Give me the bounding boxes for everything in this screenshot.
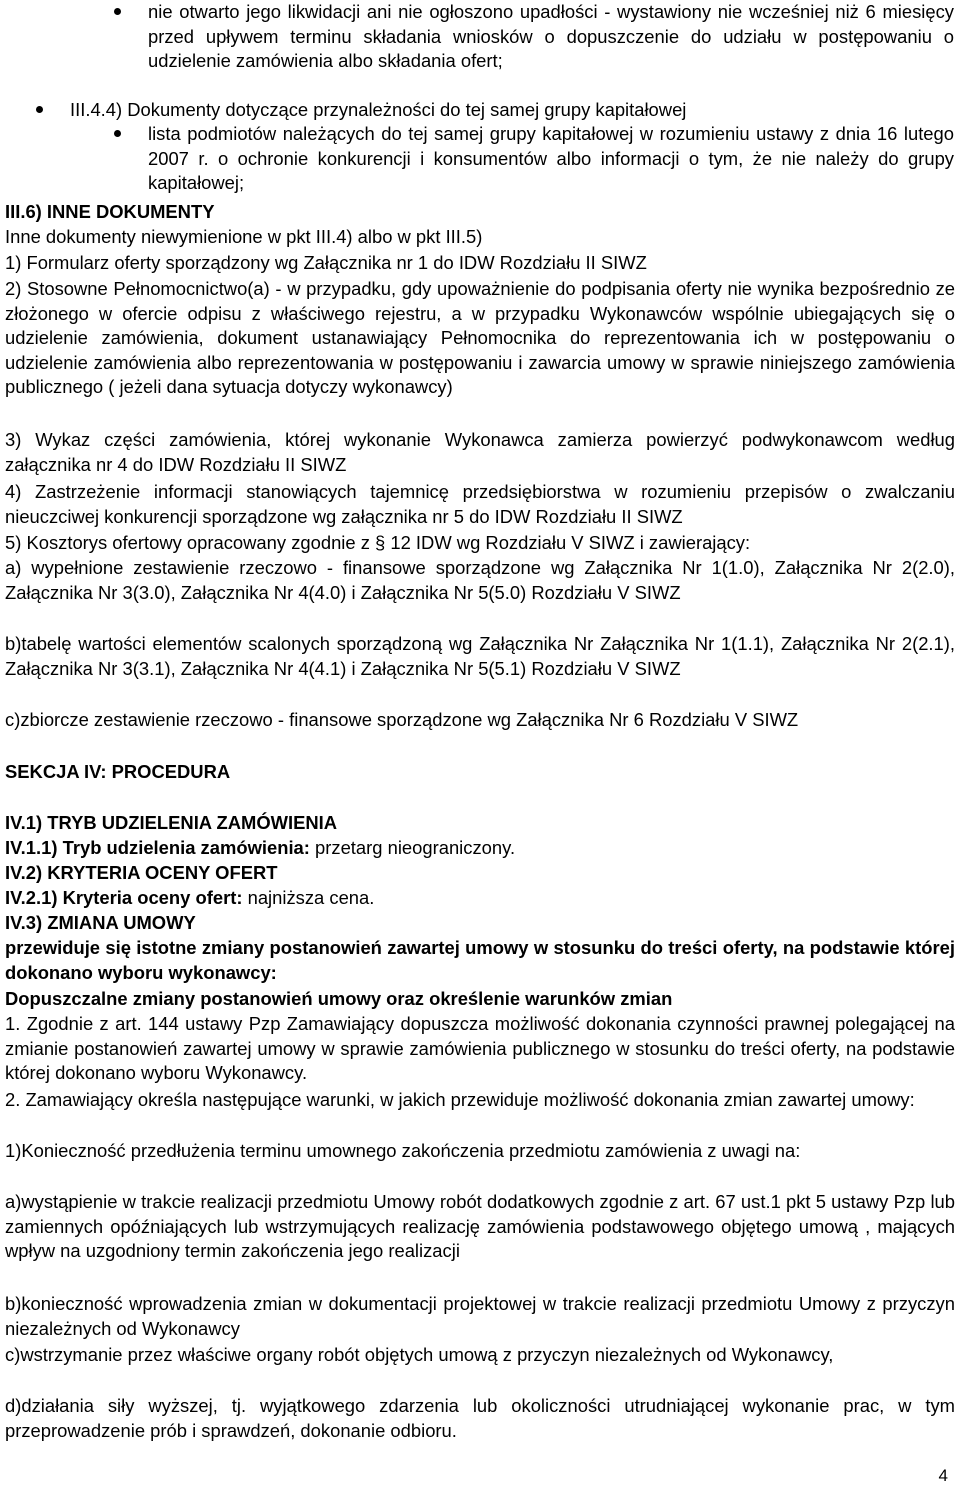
doc-item-1: 1) Formularz oferty sporządzony wg Załącznika nr 1 do IDW Rozdziału II SIWZ [5, 252, 647, 273]
doc-item-5c: c)zbiorcze zestawienie rzeczowo - finansowe sporządzone wg Załącznika Nr 6 Rozdziału V SIWZ [5, 709, 799, 730]
condition-1: 1. Zgodnie z art. 144 ustawy Pzp Zamawiający dopuszcza możliwość dokonania czynności prawnej polegającej na zmianie postanowień zawartej umowy w sprawie zamówienia publicznego w stosunku do treści oferty, na podstawie której dokonano wyboru Wykonawcy. [5, 1013, 955, 1083]
condition-2-1: 1)Konieczność przedłużenia terminu umownego zakończenia przedmiotu zamówienia z uwagi na: [5, 1140, 801, 1161]
tryb-value: przetarg nieograniczony. [309, 837, 516, 858]
doc-item-2: 2) Stosowne Pełnomocnictwo(a) - w przypadku, gdy upoważnienie do podpisania oferty nie wynika bezpośrednio ze złożonego w ofercie odpisu z właściwego rejestru, a w przypadku Wykonawców wspólnie ubiegających się o udzielenie zamówienia, dokument ustanawiający Pełnomocnika do reprezentowania ich w postępowaniu o udzielenie zamówienia albo reprezentowania w postępowaniu i zawarcia umowy w sprawie niniejszego zamówienia publicznego ( jeżeli dana sytuacja dotyczy wykonawcy) [5, 278, 955, 397]
doc-item-5a: a) wypełnione zestawienie rzeczowo - finansowe sporządzone wg Załącznika Nr 1(1.0), Załącznika Nr 2(2.0), Załącznika Nr 3(3.0), Załącznika Nr 4(4.0) i Załącznika Nr 5(5.0) Rozdziału V SIWZ [5, 557, 955, 603]
page-number: 4 [938, 1465, 948, 1485]
condition-2-1a: a)wystąpienie w trakcie realizacji przedmiotu Umowy robót dodatkowych zgodnie z art. 67 ust.1 pkt 5 ustawy Pzp lub zamiennych opóźniających lub wstrzymujących realizację zamówienia podstawowego objętego umową , mających wpływ na uzgodniony termin zakończenia jego realizacji [5, 1191, 955, 1261]
bullet-text-capital-group-heading: III.4.4) Dokumenty dotyczące przynależności do tej samej grupy kapitałowej [70, 99, 687, 120]
doc-item-4: 4) Zastrzeżenie informacji stanowiących tajemnicę przedsiębiorstwa w rozumieniu przepisów o zwalczaniu nieuczciwej konkurencji sporządzone wg załącznika nr 5 do IDW Rozdziału II SIWZ [5, 481, 955, 527]
bullet-icon [114, 8, 121, 15]
condition-2-1c: c)wstrzymanie przez właściwe organy robót objętych umową z przyczyn niezależnych od Wykonawcy, [5, 1344, 834, 1365]
kryteria-line [5, 886, 955, 911]
bullet-text-capital-group-list: lista podmiotów należących do tej samej grupy kapitałowej w rozumieniu ustawy z dnia 16 lutego 2007 r. o ochronie konkurencji i konsumentów albo informacji o tym, że nie należy do grupy kapitałowej; [148, 123, 954, 193]
condition-2: 2. Zamawiający określa następujące warunki, w jakich przewiduje możliwość dokonania zmian zawartej umowy: [5, 1089, 915, 1110]
heading-kryteria: IV.2) KRYTERIA OCENY OFERT [5, 862, 278, 883]
doc-item-5b: b)tabelę wartości elementów scalonych sporządzoną wg Załącznika Nr Załącznika Nr 1(1.1), Załącznika Nr 2(2.1), Załącznika Nr 3(3.1), Załącznika Nr 4(4.1) i Załącznika Nr 5(5.1) Rozdziału V SIWZ [5, 633, 955, 679]
kryteria-label: IV.2.1) Kryteria oceny ofert: [5, 887, 243, 908]
tryb-label: IV.1.1) Tryb udzielenia zamówienia: [5, 837, 310, 858]
bullet-icon [36, 106, 43, 113]
bullet-icon [114, 130, 121, 137]
doc-item-3: 3) Wykaz części zamówienia, której wykonanie Wykonawca zamierza powierzyć podwykonawcom według załącznika nr 4 do IDW Rozdziału II SIWZ [5, 429, 955, 475]
doc-item-5: 5) Kosztorys ofertowy opracowany zgodnie z § 12 IDW wg Rozdziału V SIWZ i zawierający: [5, 532, 751, 553]
section-heading-other-documents: III.6) INNE DOKUMENTY [5, 201, 215, 222]
condition-2-1b: b)konieczność wprowadzenia zmian w dokumentacji projektowej w trakcie realizacji przedmiotu Umowy z przyczyn niezależnych od Wykonawcy [5, 1293, 955, 1339]
heading-tryb: IV.1) TRYB UDZIELENIA ZAMÓWIENIA [5, 812, 338, 833]
bullet-text-liquidation: nie otwarto jego likwidacji ani nie ogłoszono upadłości - wystawiony nie wcześniej niż 6 miesięcy przed upływem terminu składania wniosków o dopuszczenie do udziału w postępowaniu o udzielenie zamówienia albo składania ofert; [148, 1, 954, 71]
zmiana-umowy-statement: przewiduje się istotne zmiany postanowień zawartej umowy w stosunku do treści oferty, na podstawie której dokonano wyboru wykonawcy: [5, 937, 955, 983]
subheading-other-documents: Inne dokumenty niewymienione w pkt III.4) albo w pkt III.5) [5, 226, 483, 247]
tryb-line [5, 836, 955, 861]
zmiana-umowy-conditions-heading: Dopuszczalne zmiany postanowień umowy oraz określenie warunków zmian [5, 988, 673, 1009]
heading-zmiana-umowy: IV.3) ZMIANA UMOWY [5, 912, 196, 933]
condition-2-1d: d)działania siły wyższej, tj. wyjątkowego zdarzenia lub okoliczności utrudniającej wykonanie prac, w tym przeprowadzenie prób i sprawdzeń, dokonanie odbioru. [5, 1395, 955, 1441]
kryteria-value: najniższa cena. [242, 887, 375, 908]
section-title-procedure: SEKCJA IV: PROCEDURA [5, 761, 231, 782]
